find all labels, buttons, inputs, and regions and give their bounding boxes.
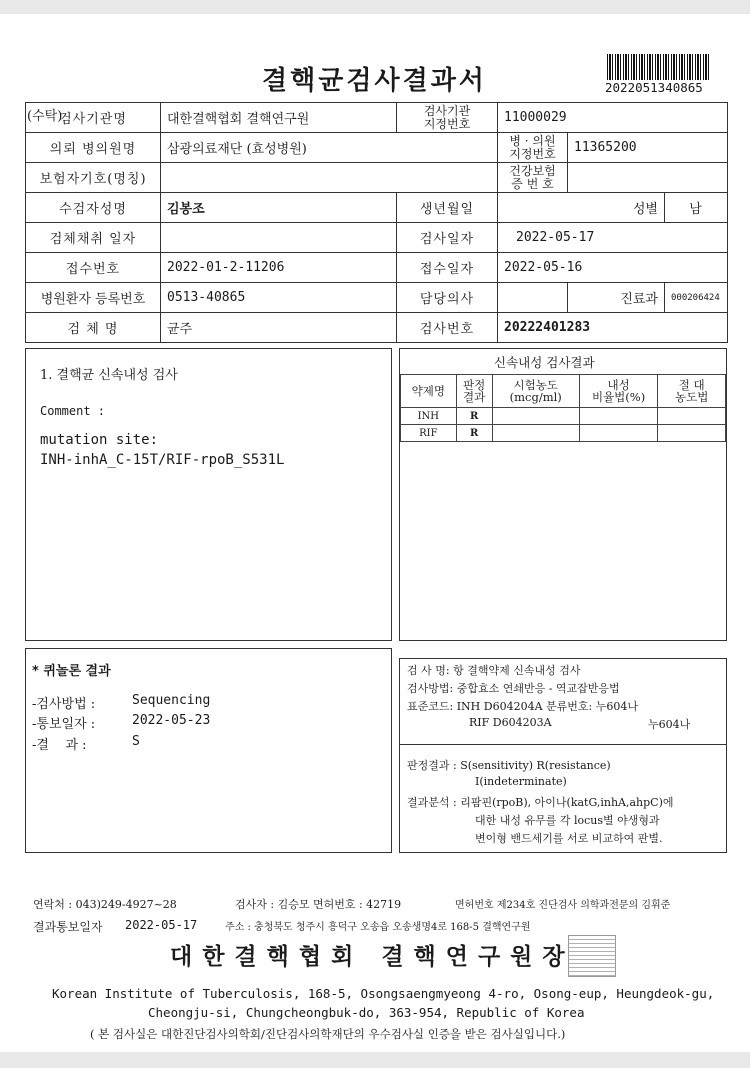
patient-reg-label: 병원환자 등록번호 [26, 283, 161, 313]
institute-name: 대한결핵협회 결핵연구원장 [170, 943, 575, 970]
contact: 연락처 : 043)249-4927~28 [33, 898, 177, 911]
mutation-value: INH-inhA_C-15T/RIF-rpoB_S531L [40, 452, 285, 468]
hospital-label: 의뢰 병의원명 [26, 133, 161, 163]
insured-value [161, 163, 498, 193]
col-concentration: 시험농도 (mcg/ml) [492, 375, 579, 408]
doctor-value [498, 283, 568, 313]
result-label: -결 과 : [32, 738, 87, 753]
dept-label: 진료과 [568, 283, 665, 313]
col-drug: 약제명 [401, 375, 457, 408]
drug-result: R [456, 408, 492, 425]
interp-line-5: 변이형 밴드세기를 서로 비교하여 판별. [475, 832, 663, 845]
hospital-code-label: 병 · 의원 지정번호 [498, 133, 568, 163]
drug-name: RIF [401, 425, 457, 442]
certification-note: ( 본 검사실은 대한진단검사의학회/진단검사의학재단의 우수검사실 인증을 받은 검사실입니다.) [90, 1027, 566, 1041]
drug-name: INH [401, 408, 457, 425]
interp-line-4: 대한 내성 유무를 각 locus별 야생형과 [475, 814, 660, 827]
rapid-heading: 1. 결핵균 신속내성 검사 [40, 368, 178, 383]
specialist: 면허번호 제234호 진단검사 의학과전문의 김휘준 [455, 900, 671, 911]
insurance-card-label: 건강보험 증 번 호 [498, 163, 568, 193]
lab-label: 검사기관명 [26, 103, 161, 133]
comment-label: Comment : [40, 404, 106, 418]
info-table [25, 102, 728, 343]
patient-name: 김봉조 [161, 193, 397, 223]
result-table [400, 374, 726, 442]
birth-label: 생년월일 [397, 193, 498, 223]
barcode-number: 2022051340865 [605, 80, 703, 95]
collect-value [161, 223, 397, 253]
bottom-gray-band [0, 1052, 750, 1068]
sex-value: 남 [665, 193, 728, 223]
request-tag: (수탁) [27, 109, 63, 124]
method-label: -검사방법 : [32, 697, 96, 712]
interp-line-1: 판정결과 : S(sensitivity) R(resistance) [407, 759, 611, 772]
test-no: 20222401283 [498, 313, 728, 343]
tester: 검사자 : 김승모 면허번호 : 42719 [235, 898, 402, 911]
address: 주소 : 충청북도 청주시 흥덕구 오송읍 오송생명4로 168-5 결핵연구원 [225, 922, 531, 933]
test-method: 검사방법: 중합효소 연쇄반응 - 역교잡반응법 [407, 682, 620, 695]
specimen-label: 검 체 명 [26, 313, 161, 343]
test-no-label: 검사번호 [397, 313, 498, 343]
insured-label: 보험자기호(명칭) [26, 163, 161, 193]
english-address-2: Cheongju-si, Chungcheongbuk-do, 363-954, Republic of Korea [148, 1005, 585, 1020]
sex-label-cell [498, 193, 665, 223]
standard-code-2: RIF D604203A [469, 716, 552, 729]
specimen-value: 균주 [161, 313, 397, 343]
barcode [607, 54, 711, 80]
insurance-card-value [568, 163, 728, 193]
quinolone-heading: * 퀴놀론 결과 [32, 664, 111, 679]
mutation-label: mutation site: [40, 432, 159, 448]
dept-value: 000206424 [665, 283, 728, 313]
english-address-1: Korean Institute of Tuberculosis, 168-5, Osongsaengmyeong 4-ro, Osong-eup, Heungdeok-gu, [52, 986, 715, 1001]
receipt-date-label: 접수일자 [397, 253, 498, 283]
top-gray-band [0, 0, 750, 14]
divider [399, 744, 727, 745]
lab-name: 대한결핵협회 결핵연구원 [161, 103, 397, 133]
receipt-date: 2022-05-16 [498, 253, 728, 283]
result-title: 신속내성 검사결과 [494, 355, 595, 370]
document-title: 결핵균검사결과서 [262, 66, 487, 96]
notify-label: -통보일자 : [32, 717, 96, 732]
patient-label: 수검자성명 [26, 193, 161, 223]
report-date-label: 결과통보일자 [33, 920, 103, 934]
patient-reg-no: 0513-40865 [161, 283, 397, 313]
receipt-no: 2022-01-2-11206 [161, 253, 397, 283]
rapid-test-box [25, 348, 392, 641]
interp-line-3: 결과분석 : 리팜핀(rpoB), 아이나(katG,inhA,ahpC)에 [407, 796, 674, 809]
hospital-code: 11365200 [568, 133, 728, 163]
class-code-2: 누604나 [648, 718, 691, 731]
hospital-name: 삼광의료재단 (효성병원) [161, 133, 498, 163]
collect-label: 검체채취 일자 [26, 223, 161, 253]
report-date: 2022-05-17 [125, 918, 198, 932]
col-proportion: 내성 비율법(%) [579, 375, 658, 408]
test-date: 2022-05-17 [498, 223, 728, 253]
doctor-label: 담당의사 [397, 283, 498, 313]
drug-result: R [456, 425, 492, 442]
standard-code-1: 표준코드: INH D604204A 분류번호: 누604나 [407, 700, 638, 713]
col-absolute: 절 대 농도법 [658, 375, 726, 408]
col-result: 판정 결과 [456, 375, 492, 408]
table-row [401, 408, 726, 425]
official-seal-stamp [568, 935, 616, 977]
receipt-no-label: 접수번호 [26, 253, 161, 283]
interp-line-2: I(indeterminate) [475, 775, 567, 788]
lab-code-label: 검사기관 지정번호 [397, 103, 498, 133]
result-value: S [132, 734, 140, 749]
method-value: Sequencing [132, 693, 211, 708]
table-row [401, 425, 726, 442]
sex-label: 성별 [632, 202, 658, 217]
lab-code: 11000029 [498, 103, 728, 133]
test-name: 검 사 명: 항 결핵약제 신속내성 검사 [407, 664, 581, 677]
notify-value: 2022-05-23 [132, 713, 211, 728]
test-date-label: 검사일자 [397, 223, 498, 253]
